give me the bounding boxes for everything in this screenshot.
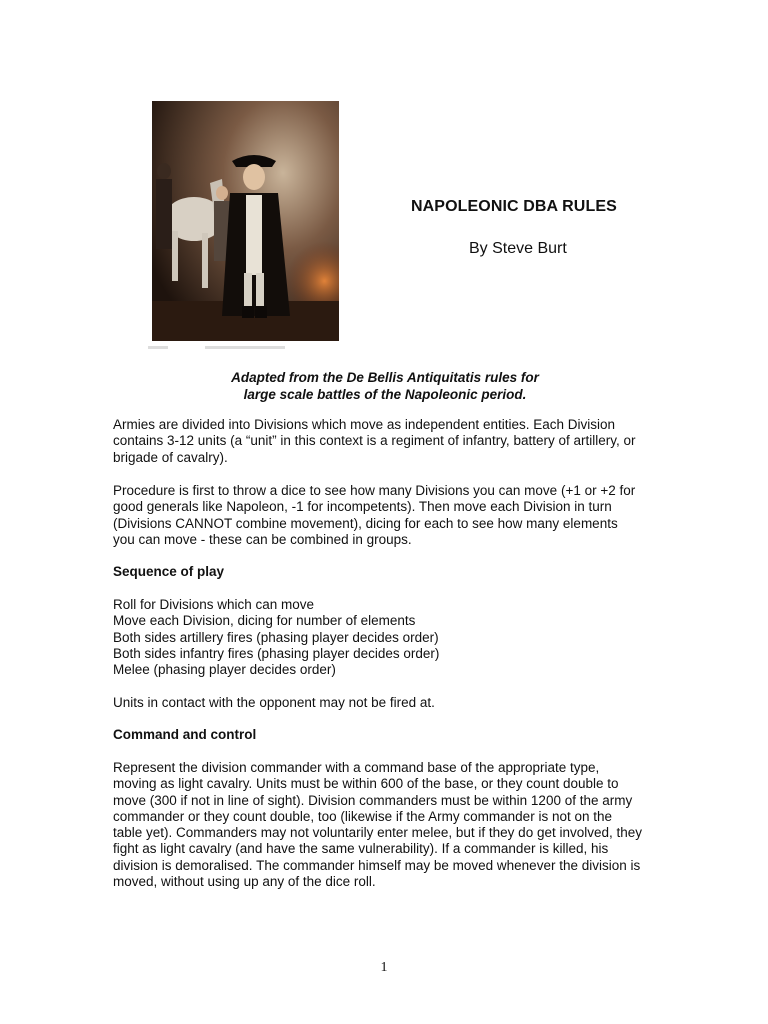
intro-paragraph [113,417,673,466]
list-item: Move each Division, dicing for number of elements [113,613,416,629]
list-item: Roll for Divisions which can move [113,597,315,612]
text-line: contains 3-12 units (a “unit” in this context is a regiment of infantry, battery of artillery, or [113,433,636,449]
procedure-paragraph [113,483,673,548]
sequence-heading: Sequence of play [113,564,225,579]
text-line: good generals like Napoleon, -1 for incompetents). Then move each Division in turn [113,499,612,515]
sequence-list [113,597,673,678]
document-title: NAPOLEONIC DBA RULES [411,198,617,215]
text-line: Units in contact with the opponent may not be fired at. [113,695,435,710]
document-subtitle [113,370,657,403]
text-line: fight as light cavalry (and have the same vulnerability). If a commander is killed, his [113,841,609,857]
text-line: (Divisions CANNOT combine movement), dicing for each to see how many elements [113,515,618,531]
command-heading: Command and control [113,727,257,742]
list-item: Melee (phasing player decides order) [113,662,336,678]
text-line: table yet). Commanders may not voluntarily enter melee, but if they do get involved, they [113,825,643,841]
painting-illustration [152,101,339,341]
list-item: Both sides artillery fires (phasing player decides order) [113,629,439,645]
text-line: Armies are divided into Divisions which move as independent entities. Each Division [113,417,615,432]
command-paragraph [113,760,673,890]
list-item: Both sides infantry fires (phasing player decides order) [113,645,440,661]
text-line: Represent the division commander with a command base of the appropriate type, [113,760,600,775]
text-line: division is demoralised. The commander himself may be moved whenever the division is [113,857,641,873]
napoleon-painting [152,101,339,341]
text-line: moving as light cavalry. Units must be within 600 of the base, or they count double to [113,776,619,792]
text-line: Procedure is first to throw a dice to see how many Divisions you can move (+1 or +2 for [113,483,636,498]
document-author: By Steve Burt [469,240,567,257]
subtitle-line: Adapted from the De Bellis Antiquitatis rules for [231,370,539,385]
text-line: moved, without using up any of the dice roll. [113,874,376,890]
text-line: you can move - these can be combined in groups. [113,531,412,547]
text-line: commander or they count double, too (likewise if the Army commander is not on the [113,808,612,824]
text-line: move (300 if not in line of sight). Division commanders must be within 1200 of the army [113,792,633,808]
subtitle-line: large scale battles of the Napoleonic period. [243,386,527,402]
painting-caption-mark [205,346,285,349]
text-line: brigade of cavalry). [113,449,228,465]
contact-note [113,695,673,711]
painting-caption-mark [148,346,168,349]
page-number: 1 [380,960,388,975]
